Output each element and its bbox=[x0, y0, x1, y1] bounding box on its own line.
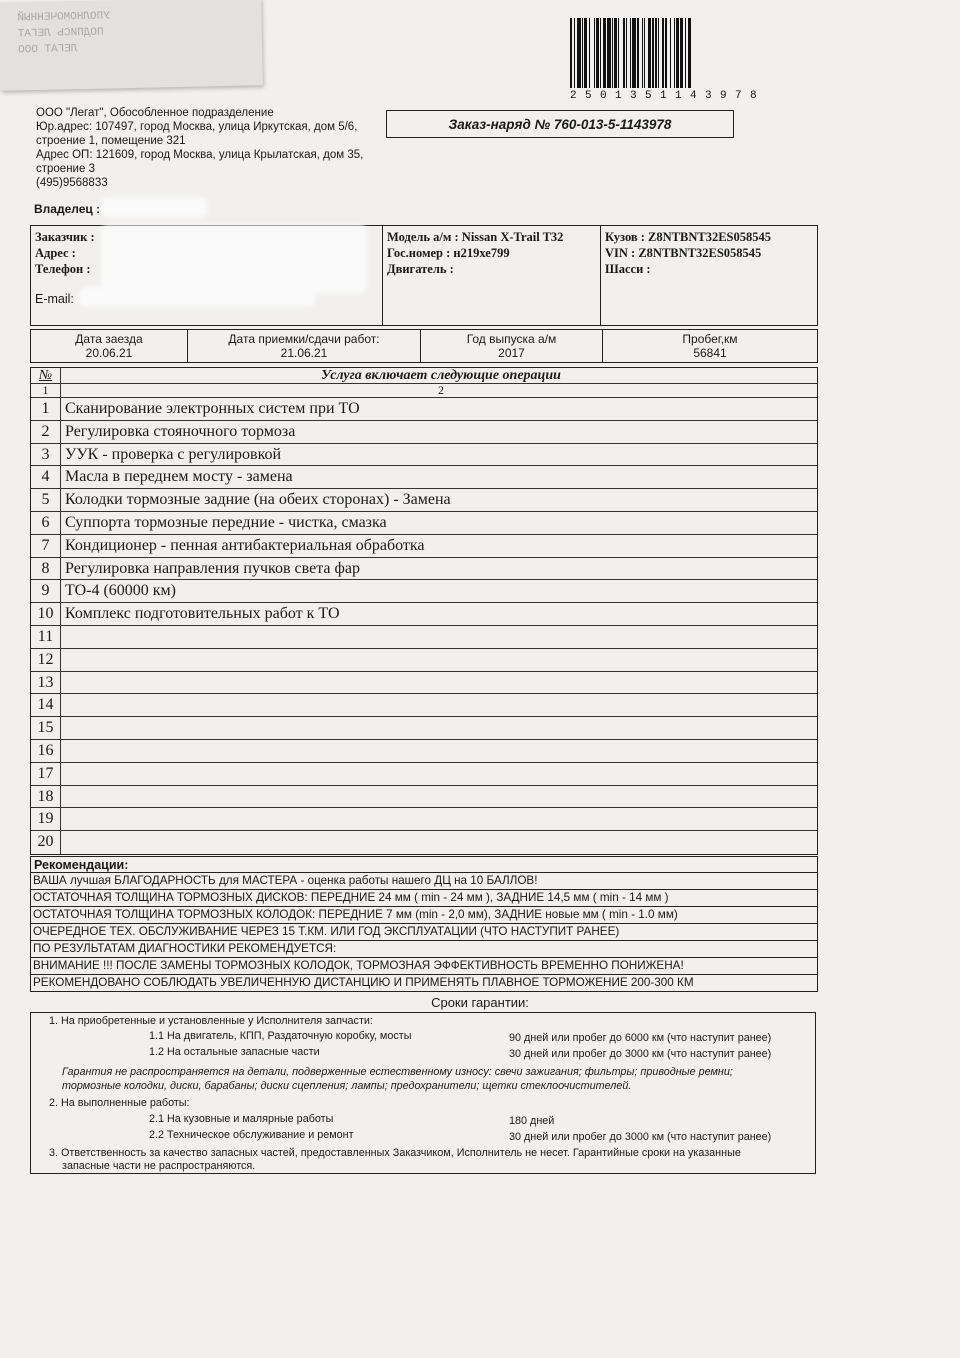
warranty-box bbox=[30, 1012, 816, 1174]
operation-number: 4 bbox=[31, 466, 61, 488]
body-field: Кузов : Z8NTBNT32ES058545 bbox=[605, 230, 771, 244]
warranty-term-2-2: 30 дней или пробег до 3000 км (что наступит ранее) bbox=[509, 1131, 772, 1143]
operation-number: 10 bbox=[31, 603, 61, 625]
operation-row bbox=[31, 626, 817, 649]
operation-number: 19 bbox=[31, 808, 61, 830]
mileage-cell bbox=[603, 330, 817, 362]
sticker-line-2: ПОДПИСЬ ЛЕГАТ bbox=[17, 26, 104, 41]
mileage-label: Пробег,км bbox=[682, 332, 738, 346]
operation-text: Сканирование электронных систем при ТО bbox=[65, 400, 360, 417]
operations-table bbox=[30, 367, 818, 855]
chassis-field: Шасси : bbox=[605, 262, 651, 276]
operation-number: 5 bbox=[31, 489, 61, 511]
barcode-bars bbox=[570, 18, 810, 88]
operation-text bbox=[61, 808, 817, 830]
barcode-digits: 2501351143978 bbox=[570, 90, 766, 102]
customer-label: Заказчик : bbox=[35, 230, 95, 244]
operation-row bbox=[31, 444, 817, 467]
handover-value: 21.06.21 bbox=[280, 346, 328, 360]
recommendation-line: ОСТАТОЧНАЯ ТОЛЩИНА ТОРМОЗНЫХ ДИСКОВ: ПЕРЕДНИЕ 24 мм ( min - 24 мм ), ЗАДНИЕ 14,5 мм ( min - 14 мм ) bbox=[31, 890, 817, 907]
recommendations bbox=[30, 856, 818, 992]
recommendation-line: РЕКОМЕНДОВАНО СОБЛЮДАТЬ УВЕЛИЧЕННУЮ ДИСТАНЦИЮ И ПРИМЕНЯТЬ ПЛАВНОЕ ТОРМОЖЕНИЕ 200-300 КМ bbox=[31, 975, 817, 992]
recommendation-line: ВНИМАНИЕ !!! ПОСЛЕ ЗАМЕНЫ ТОРМОЗНЫХ КОЛОДОК, ТОРМОЗНАЯ ЭФФЕКТИВНОСТЬ ВРЕМЕННО ПОНИЖЕНА! bbox=[31, 958, 817, 975]
operation-text: УУК - проверка с регулировкой bbox=[65, 445, 282, 463]
operation-row bbox=[31, 558, 817, 581]
vehicle-cell bbox=[383, 226, 601, 325]
vin-field: VIN : Z8NTBNT32ES058545 bbox=[605, 246, 762, 260]
operation-number: 9 bbox=[31, 580, 61, 602]
arrival-value: 20.06.21 bbox=[85, 346, 133, 360]
operation-number: 1 bbox=[31, 398, 61, 420]
arrival-cell bbox=[31, 330, 188, 362]
company-legal-address: Юр.адрес: 107497, город Москва, улица Иркутская, дом 5/6, строение 1, помещение 321 bbox=[36, 121, 358, 147]
operation-text: Регулировка стояночного тормоза bbox=[65, 422, 296, 440]
operation-text: ТО-4 (60000 км) bbox=[65, 582, 176, 600]
operation-row bbox=[31, 740, 817, 763]
recommendation-line: ВАША лучшая БЛАГОДАРНОСТЬ для МАСТЕРА - оценка работы нашего ДЦ на 10 БАЛЛОВ! bbox=[31, 873, 817, 890]
operation-text: Суппорта тормозные передние - чистка, смазка bbox=[65, 513, 387, 531]
sticker-line-1: УПОЛНОМОЧЕННЫЙ bbox=[17, 10, 110, 25]
year-value: 2017 bbox=[498, 346, 525, 360]
subheader-text: 2 bbox=[438, 383, 444, 397]
operation-number: 20 bbox=[31, 831, 61, 854]
email-label: E-mail: bbox=[35, 292, 74, 306]
operation-row bbox=[31, 489, 817, 512]
operation-row bbox=[31, 831, 817, 854]
operation-text: Регулировка направления пучков света фар bbox=[65, 559, 360, 577]
operation-row bbox=[31, 808, 817, 831]
redaction bbox=[104, 200, 204, 214]
operation-row bbox=[31, 535, 817, 558]
operation-number: 12 bbox=[31, 649, 61, 671]
subheader-num: 1 bbox=[31, 384, 61, 397]
company-op-address: Адрес ОП: 121609, город Москва, улица Крылатская, дом 35, строение 3 bbox=[36, 149, 364, 175]
operations-subheader bbox=[31, 384, 817, 398]
operation-row bbox=[31, 580, 817, 603]
operation-row bbox=[31, 649, 817, 672]
operations-header bbox=[31, 368, 817, 384]
operation-number: 6 bbox=[31, 512, 61, 534]
operation-number: 3 bbox=[31, 444, 61, 466]
warranty-section-3-line-1: 3. Ответственность за качество запасных частей, предоставленных Заказчиком, Исполнитель не несет. Гарантийные сроки на указанные bbox=[49, 1147, 741, 1159]
sticker-line-3: ЛЕГАТ ООО bbox=[17, 43, 78, 57]
year-label: Год выпуска а/м bbox=[466, 332, 557, 346]
operation-text bbox=[61, 626, 817, 648]
operation-row bbox=[31, 763, 817, 786]
recommendation-line: ПО РЕЗУЛЬТАТАМ ДИАГНОСТИКИ РЕКОМЕНДУЕТСЯ: bbox=[31, 941, 817, 958]
warranty-note-2: тормозные колодки, диски, барабаны; диски сцепления; лампы; предохранители; щетки стеклоочистителей. bbox=[62, 1080, 632, 1092]
operation-row bbox=[31, 672, 817, 695]
company-info bbox=[36, 106, 376, 190]
phone-label: Телефон : bbox=[35, 262, 91, 276]
operation-text bbox=[61, 717, 817, 739]
model-field: Модель а/м : Nissan X-Trail T32 bbox=[387, 230, 564, 244]
company-name: ООО "Легат", Обособленное подразделение bbox=[36, 107, 274, 119]
plate-field: Гос.номер : н219хе799 bbox=[387, 246, 510, 260]
operation-row bbox=[31, 603, 817, 626]
operation-text: Масла в переднем мосту - замена bbox=[65, 468, 293, 486]
operation-number: 13 bbox=[31, 672, 61, 694]
warranty-term-2-1: 180 дней bbox=[509, 1115, 555, 1127]
warranty-title: Сроки гарантии: bbox=[431, 995, 529, 1010]
handover-cell bbox=[188, 330, 421, 362]
recommendations-title: Рекомендации: bbox=[30, 856, 818, 873]
mileage-value: 56841 bbox=[693, 346, 727, 360]
warranty-note-1: Гарантия не распространяется на детали, подверженные естественному износу: свечи зажигания; фильтры; приводные ремни; bbox=[62, 1066, 733, 1078]
barcode bbox=[570, 18, 810, 106]
arrival-label: Дата заезда bbox=[75, 332, 143, 346]
operation-row bbox=[31, 466, 817, 489]
redaction bbox=[82, 290, 312, 304]
operation-text bbox=[61, 831, 817, 854]
warranty-term-1-1: 90 дней или пробег до 6000 км (что наступит ранее) bbox=[509, 1032, 772, 1044]
operation-number: 11 bbox=[31, 626, 61, 648]
operation-row bbox=[31, 421, 817, 444]
operation-number: 7 bbox=[31, 535, 61, 557]
warranty-item-1-2: 1.2 На остальные запасные части bbox=[149, 1046, 320, 1058]
warranty-term-1-2: 30 дней или пробег до 3000 км (что наступит ранее) bbox=[509, 1048, 772, 1060]
company-phone: (495)9568833 bbox=[36, 177, 108, 189]
warranty-item-1-1: 1.1 На двигатель, КПП, Раздаточную коробку, мосты bbox=[149, 1030, 412, 1042]
operation-text: Кондиционер - пенная антибактериальная обработка bbox=[65, 536, 425, 554]
recommendations-list bbox=[30, 873, 818, 992]
redaction bbox=[104, 228, 364, 290]
address-label: Адрес : bbox=[35, 246, 76, 260]
dates-table bbox=[30, 329, 818, 363]
operation-text bbox=[61, 649, 817, 671]
owner-label: Владелец : bbox=[34, 202, 101, 216]
warranty-section-2: 2. На выполненные работы: bbox=[49, 1097, 190, 1109]
operation-row bbox=[31, 786, 817, 809]
handover-label: Дата приемки/сдачи работ: bbox=[228, 332, 380, 346]
operation-row bbox=[31, 694, 817, 717]
operation-number: 18 bbox=[31, 786, 61, 808]
operation-text bbox=[61, 763, 817, 785]
operation-text bbox=[61, 786, 817, 808]
barcode-bar bbox=[691, 18, 692, 88]
operation-text: Колодки тормозные задние (на обеих сторонах) - Замена bbox=[65, 491, 451, 509]
recommendation-line: ОЧЕРЕДНОЕ ТЕХ. ОБСЛУЖИВАНИЕ ЧЕРЕЗ 15 Т.КМ. ИЛИ ГОД ЭКСПЛУАТАЦИИ (ЧТО НАСТУПИТ РАНЕЕ) bbox=[31, 924, 817, 941]
operation-text bbox=[61, 694, 817, 716]
operation-number: 8 bbox=[31, 558, 61, 580]
operation-row bbox=[31, 512, 817, 535]
warranty-item-2-1: 2.1 На кузовные и малярные работы bbox=[149, 1113, 334, 1125]
operation-number: 2 bbox=[31, 421, 61, 443]
warranty-section-3-line-2: запасные части не распространяются. bbox=[62, 1160, 256, 1172]
operation-number: 17 bbox=[31, 763, 61, 785]
recommendation-line: ОСТАТОЧНАЯ ТОЛЩИНА ТОРМОЗНЫХ КОЛОДОК: ПЕРЕДНИЕ 7 мм (min - 2,0 мм), ЗАДНИЕ новые мм ( min - 1.0 мм) bbox=[31, 907, 817, 924]
year-cell bbox=[421, 330, 603, 362]
warranty-section-1: 1. На приобретенные и установленные у Исполнителя запчасти: bbox=[49, 1015, 373, 1027]
operation-number: 15 bbox=[31, 717, 61, 739]
warranty-item-2-2: 2.2 Техническое обслуживание и ремонт bbox=[149, 1129, 354, 1141]
operation-text bbox=[61, 672, 817, 694]
operation-text bbox=[61, 740, 817, 762]
sticker bbox=[0, 0, 263, 91]
engine-field: Двигатель : bbox=[387, 262, 454, 276]
order-number: Заказ-наряд № 760-013-5-1143978 bbox=[386, 110, 734, 138]
operation-text: Комплекс подготовительных работ к ТО bbox=[65, 605, 340, 623]
header-text: Услуга включает следующие операции bbox=[321, 368, 561, 383]
operation-row bbox=[31, 398, 817, 421]
operation-number: 14 bbox=[31, 694, 61, 716]
vin-cell bbox=[601, 226, 817, 325]
operation-number: 16 bbox=[31, 740, 61, 762]
header-num: № bbox=[31, 368, 61, 383]
operation-row bbox=[31, 717, 817, 740]
